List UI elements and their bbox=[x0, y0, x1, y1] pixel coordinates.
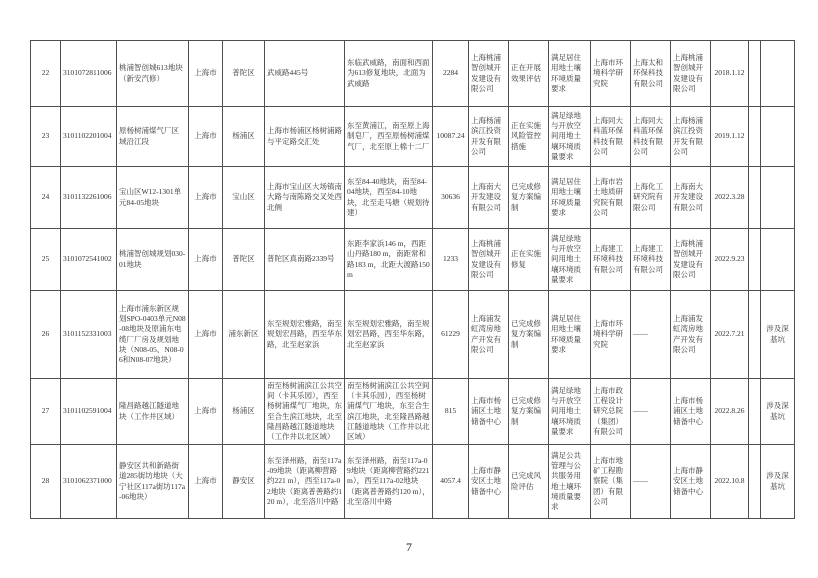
table-cell: 上海市宝山区大场镇南大路与南陈路交叉处西北侧 bbox=[265, 167, 345, 229]
table-cell: 3101102591004 bbox=[61, 379, 117, 445]
table-cell: 3101102201004 bbox=[61, 107, 117, 167]
table-cell: 宝山区W12-1301单元84-05地块 bbox=[117, 167, 189, 229]
table-cell: 桃浦智创城规划030-01地块 bbox=[117, 229, 189, 291]
table-cell: 815 bbox=[433, 379, 469, 445]
table-cell: 武威路445号 bbox=[265, 41, 345, 107]
table-cell: 2022.8.26 bbox=[711, 379, 749, 445]
table-row bbox=[31, 229, 795, 291]
table-cell: 杨浦区 bbox=[223, 379, 265, 445]
table-cell: 杨浦区 bbox=[223, 107, 265, 167]
table-cell: 上海市地矿工程勘察院（集团）有限公司 bbox=[591, 445, 631, 519]
table-cell: 10087.24 bbox=[433, 107, 469, 167]
table-row bbox=[31, 107, 795, 167]
table-cell: 2022.7.21 bbox=[711, 291, 749, 379]
table-cell: —— bbox=[631, 291, 671, 379]
table-cell bbox=[749, 41, 761, 107]
table-cell: 上海同大科蓝环保科技有限公司 bbox=[591, 107, 631, 167]
table-cell: 上海市静安区土地储备中心 bbox=[469, 445, 509, 519]
table-row bbox=[31, 379, 795, 445]
table-cell: 上海市 bbox=[189, 229, 223, 291]
table-cell: 涉及深基坑 bbox=[761, 291, 795, 379]
table-cell: 上海杨浦滨江投资开发有限公司 bbox=[671, 107, 711, 167]
table-cell: 满足绿地与开放空间用地土壤环境质量要求 bbox=[549, 107, 591, 167]
table-cell: 满足居住用地土壤环境质量要求 bbox=[549, 167, 591, 229]
table-cell: 桃浦智创城613地块（新安汽修） bbox=[117, 41, 189, 107]
table-cell: 上海建工环境科技有限公司 bbox=[631, 229, 671, 291]
table-cell: 上海市政工程设计研究总院（集团）有限公司 bbox=[591, 379, 631, 445]
table-cell: 上海市静安区土地储备中心 bbox=[671, 445, 711, 519]
table-cell: 3101072541002 bbox=[61, 229, 117, 291]
table-cell: 上海市岩土地质研究院有限公司 bbox=[591, 167, 631, 229]
table-cell: 东至黄浦江，南至原上海制皂厂，西至原杨树浦煤气厂，北至原上棉十二厂 bbox=[345, 107, 433, 167]
table-cell bbox=[749, 107, 761, 167]
table-cell: 涉及深基坑 bbox=[761, 445, 795, 519]
table-cell: 上海市杨浦区杨树浦路与平定路交汇处 bbox=[265, 107, 345, 167]
page-number: 7 bbox=[406, 540, 412, 554]
table-cell: 上海杨浦滨江投资开发有限公司 bbox=[469, 107, 509, 167]
table-cell: 上海桃浦智创城开发建设有限公司 bbox=[671, 229, 711, 291]
table-cell: 上海市 bbox=[189, 445, 223, 519]
table-cell: 上海市环境科学研究院 bbox=[591, 291, 631, 379]
table-cell: 2018.1.12 bbox=[711, 41, 749, 107]
table-cell: —— bbox=[631, 379, 671, 445]
table-cell: 满足绿地与开放空间用地土壤环境质量要求 bbox=[549, 229, 591, 291]
table-cell: 上海南大开发建设有限公司 bbox=[469, 167, 509, 229]
table-cell: 61229 bbox=[433, 291, 469, 379]
table-cell: 上海桃浦智创城开发建设有限公司 bbox=[469, 229, 509, 291]
table-cell: 东临武威路，南面和西面为613修复地块，北面为武威路 bbox=[345, 41, 433, 107]
table-cell: 3101132261006 bbox=[61, 167, 117, 229]
table-cell: 28 bbox=[31, 445, 61, 519]
table-cell bbox=[749, 291, 761, 379]
table-cell: 南至杨树浦滨江公共空间（卡其乐园），西至杨树浦煤气厂地块，东至合生滨江地块，北至隆昌路越江隧道地块（工作井以北区域） bbox=[345, 379, 433, 445]
table-cell: 满足公共管理与公共服务用地土壤环境质量要求 bbox=[549, 445, 591, 519]
table-cell: 宝山区 bbox=[223, 167, 265, 229]
table-cell: 满足居住用地土壤环境质量要求 bbox=[549, 41, 591, 107]
table-cell bbox=[761, 107, 795, 167]
table-cell bbox=[761, 41, 795, 107]
table-cell: 普陀区 bbox=[223, 229, 265, 291]
table-cell: 上海浦发虹湾房地产开发有限公司 bbox=[671, 291, 711, 379]
table-cell: 上海浦发虹湾房地产开发有限公司 bbox=[469, 291, 509, 379]
table-cell: 上海市杨浦区土地储备中心 bbox=[469, 379, 509, 445]
table-cell: 已完成修复方案编制 bbox=[509, 291, 549, 379]
table-cell: 原杨树浦煤气厂区域沿江段 bbox=[117, 107, 189, 167]
table-cell: 25 bbox=[31, 229, 61, 291]
table-cell: 东至规划宏雅路，南至规划宏昌路，西至华东路，北至赵家浜 bbox=[345, 291, 433, 379]
table-cell: 23 bbox=[31, 107, 61, 167]
table-cell: 30636 bbox=[433, 167, 469, 229]
table-cell: 涉及深基坑 bbox=[761, 379, 795, 445]
table-cell: 正在实施风险管控措施 bbox=[509, 107, 549, 167]
table-cell: 上海化工研究院有限公司 bbox=[631, 167, 671, 229]
table-cell: 上海市 bbox=[189, 379, 223, 445]
table-cell: 普陀区 bbox=[223, 41, 265, 107]
table-row bbox=[31, 41, 795, 107]
table-cell: 3101062371000 bbox=[61, 445, 117, 519]
table-cell: 上海市 bbox=[189, 41, 223, 107]
table-cell: —— bbox=[631, 445, 671, 519]
table-cell bbox=[749, 445, 761, 519]
table-cell: 1233 bbox=[433, 229, 469, 291]
parcel-table-body bbox=[31, 41, 795, 519]
table-row bbox=[31, 445, 795, 519]
table-cell: 2022.9.23 bbox=[711, 229, 749, 291]
table-cell: 已完成风险评估 bbox=[509, 445, 549, 519]
table-cell: 满足绿地与开放空间用地土壤环境质量要求 bbox=[549, 379, 591, 445]
table-cell: 上海市环境科学研究院 bbox=[591, 41, 631, 107]
table-cell: 上海市 bbox=[189, 167, 223, 229]
table-cell: 上海建工环境科技有限公司 bbox=[591, 229, 631, 291]
table-cell: 上海同大科蓝环保科技有限公司 bbox=[631, 107, 671, 167]
table-cell: 上海桃浦智创城开发建设有限公司 bbox=[469, 41, 509, 107]
table-cell: 2019.1.12 bbox=[711, 107, 749, 167]
table-cell: 已完成修复方案编制 bbox=[509, 379, 549, 445]
table-cell bbox=[761, 229, 795, 291]
table-cell bbox=[749, 229, 761, 291]
table-row bbox=[31, 291, 795, 379]
table-cell: 上海市杨浦区土地储备中心 bbox=[671, 379, 711, 445]
table-cell: 上海南大开发建设有限公司 bbox=[671, 167, 711, 229]
table-cell: 南至杨树浦滨江公共空间（卡其乐园），西至杨树浦煤气厂地块，东至合生滨江地块，北至隆昌路越江隧道地块（工作井以北区域） bbox=[265, 379, 345, 445]
table-cell: 满足居住用地土壤环境质量要求 bbox=[549, 291, 591, 379]
parcel-table bbox=[30, 40, 795, 519]
table-cell: 27 bbox=[31, 379, 61, 445]
table-cell: 2022.10.8 bbox=[711, 445, 749, 519]
table-cell: 上海太和环保科技有限公司 bbox=[631, 41, 671, 107]
table-cell: 26 bbox=[31, 291, 61, 379]
table-cell: 22 bbox=[31, 41, 61, 107]
table-row bbox=[31, 167, 795, 229]
table-cell: 上海桃浦智创城开发建设有限公司 bbox=[671, 41, 711, 107]
table-cell: 正在开展效果评估 bbox=[509, 41, 549, 107]
table-cell: 上海市 bbox=[189, 107, 223, 167]
table-cell: 东距李家浜146 m，西距山丹路180 m，南距常和路183 m，北距大渡路150 m bbox=[345, 229, 433, 291]
table-cell: 东至84-40地块，南至84-04地块，西至84-10地块，北至走马塘（规划待建） bbox=[345, 167, 433, 229]
table-cell: 已完成修复方案编制 bbox=[509, 167, 549, 229]
table-cell bbox=[761, 167, 795, 229]
table-cell: 上海市浦东新区规划SPO-0403单元N08-08地块及原浦东电缆厂厂房及规划地块（N08-05、N08-06和N08-07地块） bbox=[117, 291, 189, 379]
table-cell: 隆昌路越江隧道地块（工作井区域） bbox=[117, 379, 189, 445]
table-cell: 东至规划宏雅路，南至规划宏昌路，西至华东路，北至赵家浜 bbox=[265, 291, 345, 379]
table-cell: 3101072811006 bbox=[61, 41, 117, 107]
table-cell: 3101152331003 bbox=[61, 291, 117, 379]
table-cell: 上海市 bbox=[189, 291, 223, 379]
table-cell: 静安区 bbox=[223, 445, 265, 519]
table-cell: 正在实施修复 bbox=[509, 229, 549, 291]
table-cell: 普陀区真南路2339号 bbox=[265, 229, 345, 291]
table-cell: 东至泽州路，南至117a-09地块（距离柳营路约221 m），西至117a-02地块（距离普善路约120 m），北至洛川中路 bbox=[265, 445, 345, 519]
table-cell: 静安区共和新路街道285街坊地块（大宁社区117a街坊117a-06地块） bbox=[117, 445, 189, 519]
table-cell: 4057.4 bbox=[433, 445, 469, 519]
table-cell: 24 bbox=[31, 167, 61, 229]
table-cell bbox=[749, 167, 761, 229]
table-cell: 2022.3.28 bbox=[711, 167, 749, 229]
table-cell: 2284 bbox=[433, 41, 469, 107]
table-cell bbox=[749, 379, 761, 445]
table-cell: 浦东新区 bbox=[223, 291, 265, 379]
table-cell: 东至泽州路，南至117a-09地块（距离柳营路约221 m），西至117a-02地块（距离普善路约120 m），北至洛川中路 bbox=[345, 445, 433, 519]
